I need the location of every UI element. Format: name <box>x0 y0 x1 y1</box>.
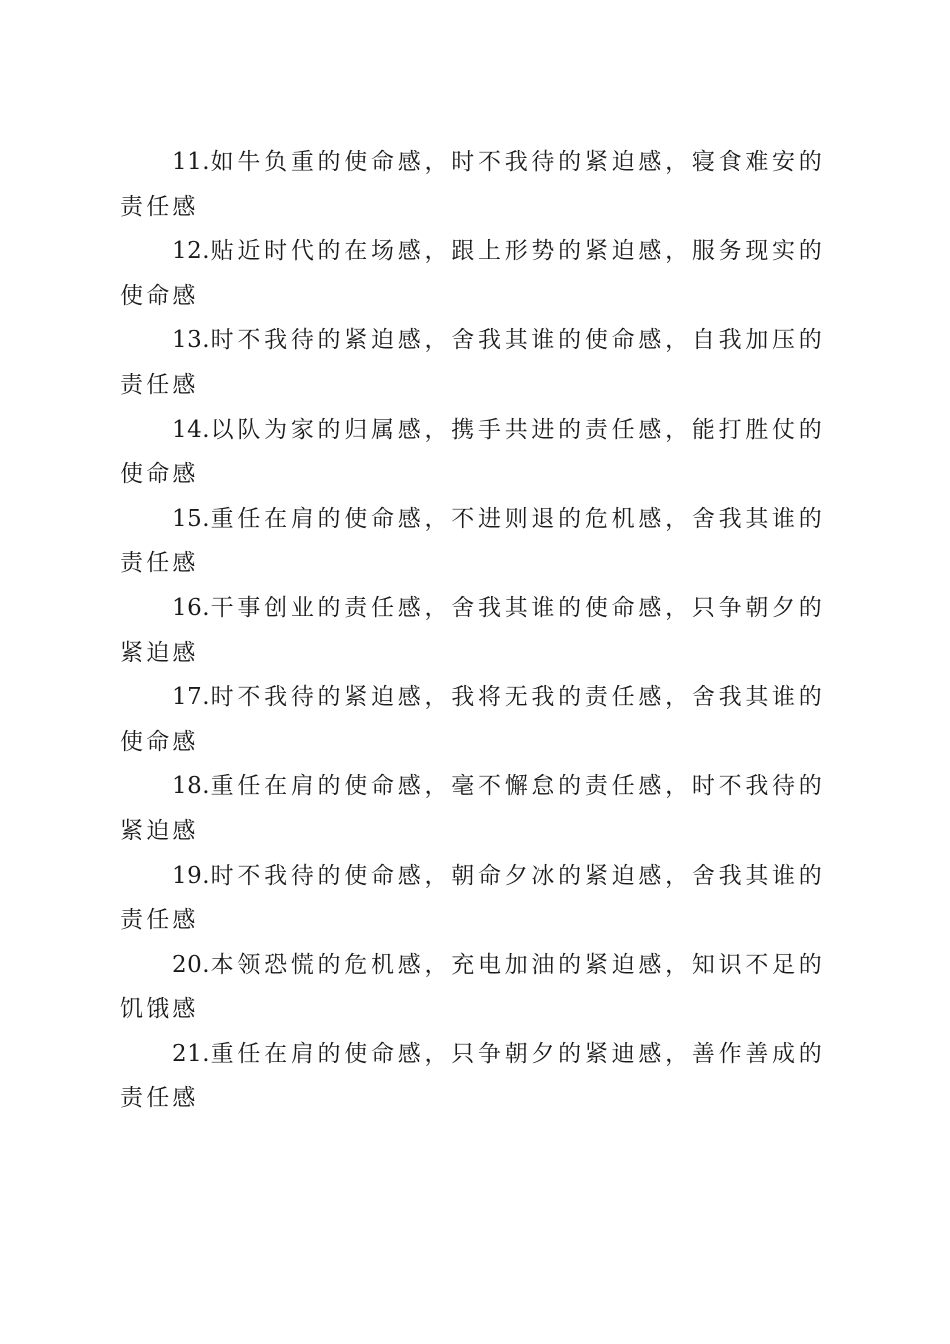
item-text: 重任在肩的使命感，毫不懈怠的责任感，时不我待的紧迫感 <box>120 773 825 844</box>
item-number: 16. <box>172 594 211 621</box>
list-item <box>120 229 825 318</box>
item-number: 15. <box>172 505 211 532</box>
item-number: 18. <box>172 773 211 800</box>
list-item <box>120 497 825 586</box>
item-text: 如牛负重的使命感，时不我待的紧迫感，寝食难安的责任感 <box>120 149 825 220</box>
list-item <box>120 318 825 407</box>
item-text: 干事创业的责任感，舍我其谁的使命感，只争朝夕的紧迫感 <box>120 594 825 666</box>
item-text: 重任在肩的使命感，只争朝夕的紧迪感，善作善成的责任感 <box>120 1040 825 1112</box>
item-text: 时不我待的使命感，朝命夕冰的紧迫感，舍我其谁的责任感 <box>120 862 825 934</box>
item-text: 重任在肩的使命感，不进则退的危机感，舍我其谁的责任感 <box>120 505 825 577</box>
item-number: 21. <box>172 1040 211 1067</box>
item-number: 14. <box>172 416 211 443</box>
item-number: 20. <box>172 951 211 978</box>
list-item <box>120 854 825 943</box>
item-text: 时不我待的紧迫感，舍我其谁的使命感，自我加压的责任感 <box>120 327 825 398</box>
item-number: 17. <box>172 684 211 711</box>
item-text: 贴近时代的在场感，跟上形势的紧迫感，服务现实的使命感 <box>120 238 825 309</box>
item-text: 本领恐慌的危机感，充电加油的紧迫感，知识不足的饥饿感 <box>120 951 825 1023</box>
item-text: 时不我待的紧迫感，我将无我的责任感，舍我其谁的使命感 <box>120 684 825 755</box>
list-item <box>120 140 825 229</box>
list-item <box>120 586 825 675</box>
list-item <box>120 408 825 497</box>
item-number: 19. <box>172 862 211 889</box>
item-number: 12. <box>172 238 211 265</box>
list-item <box>120 1032 825 1121</box>
list-item <box>120 943 825 1032</box>
list-item <box>120 764 825 853</box>
list-item <box>120 675 825 764</box>
item-number: 11. <box>172 149 211 175</box>
item-number: 13. <box>172 327 211 354</box>
item-text: 以队为家的归属感，携手共进的责任感，能打胜仗的使命感 <box>120 416 825 488</box>
document-body <box>120 140 825 1121</box>
